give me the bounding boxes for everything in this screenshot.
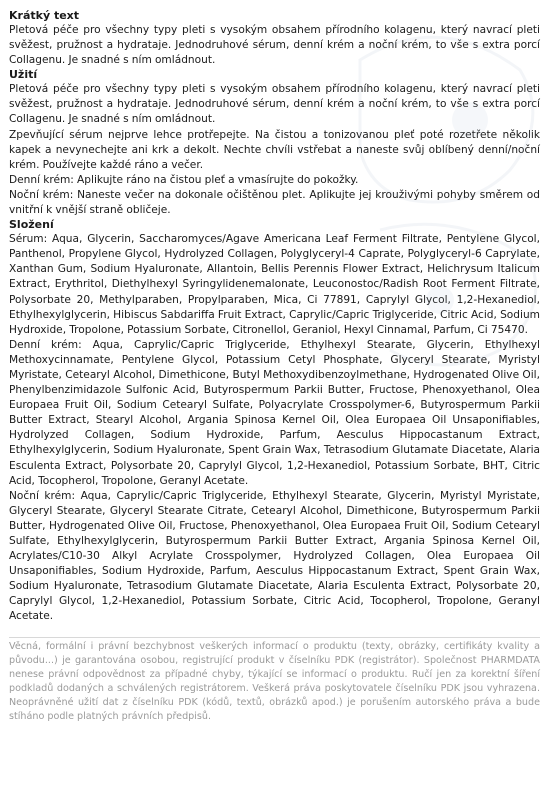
disclaimer-footer — [9, 637, 540, 724]
usage-paragraph: Pletová péče pro všechny typy pleti s vysokým obsahem přírodního kolagenu, který navrací pleti svěžest, pružnost a hydrataje. Jednodruhové sérum, denní krém a noční krém, to vše s extra porcí Collagenu. Je snadné s ním omládnout. — [9, 83, 540, 126]
short-text-section — [9, 9, 540, 68]
composition-paragraph-day-cream: Denní krém: Aqua, Caprylic/Capric Triglyceride, Ethylhexyl Stearate, Glycerin, Ethylhexyl Methoxycinnamate, Pentylene Glycol, Potassium Cetyl Phosphate, Glyceryl Stearate, Myristyl Myristate, Cetearyl Alcohol, Dimethicone, Butyl Methoxydibenzoylmethane, Hydrogenated Olive Oil, Phenylbenzimidazole Sulfonic Acid, Butyrospermum Parkii Butter, Fructose, Phenoxyethanol, Olea Europaea Fruit Oil, Sodium Cetearyl Sulfate, Polyacrylate Crosspolymer-6, Butyrospermum Parkii Butter Extract, Stearyl Alcohol, Argania Spinosa Kernel Oil, Olea Europaea Oil Unsaponifiables, Hydrolyzed Collagen, Sodium Hydroxide, Parfum, Aesculus Hippocastanum Extract, Ethylhexylglycerin, Sodium Hyaluronate, Spent Grain Wax, Tetrasodium Glutamate Diacetate, Alaria Esculenta Extract, Polysorbate 20, Caprylyl Glycol, 1,2-Hexanediol, Potassium Sorbate, BHT, Citric Acid, Tocopherol, Tropolone, Geranyl Acetate. — [9, 338, 540, 487]
composition-section — [9, 218, 540, 624]
disclaimer-text: Věcná, formální i právní bezchybnost veškerých informací o produktu (texty, obrázky, certifikáty kvality a původu...) je garantována osobou, registrující produkt v číselníku PDK (registrátor). Společnost PHARMDATA nenese právní odpovědnost za případné chyby, týkající se informací o produktu. Ručí jen za korektní šíření podkladů dodaných a schválených registrátorem. Veškerá práva poskytovatele číselníku PDK jsou vyhrazena. Neoprávněné užití dat z číselníku PDK (kódů, textů, obrázků apod.) je porušením autorského práva a bude stíháno podle platných právních předpisů. — [9, 640, 540, 722]
short-text-paragraph: Pletová péče pro všechny typy pleti s vysokým obsahem přírodního kolagenu, který navrací pleti svěžest, pružnost a hydrataje. Jednodruhové sérum, denní krém a noční krém, to vše s extra porcí Collagenu. Je snadné s ním omládnout. — [9, 24, 540, 67]
composition-paragraph-serum: Sérum: Aqua, Glycerin, Saccharomyces/Agave Americana Leaf Ferment Filtrate, Pentylene Glycol, Panthenol, Propylene Glycol, Hydrolyzed Collagen, Polyglyceryl-4 Caprate, Polyglyceryl-6 Caprylate, Xanthan Gum, Sodium Hyaluronate, Allantoin, Bellis Perennis Flower Extract, Helichrysum Italicum Extract, Erythritol, Diethylhexyl Syringylidenemalonate, Leuconostoc/Radish Root Ferment Filtrate, Polysorbate 20, Methylparaben, Propylparaben, Mica, Ci 77891, Caprylyl Glycol, 1,2-Hexanediol, Ethylhexylglycerin, Hibiscus Sabdariffa Fruit Extract, Caprylic/Capric Triglyceride, Citric Acid, Sodium Hydroxide, Tropolone, Potassium Sorbate, Citronellol, Geraniol, Hexyl Cinnamal, Parfum, Ci 75470. — [9, 233, 540, 336]
usage-section — [9, 68, 540, 218]
section-title-short: Krátký text — [9, 9, 80, 22]
usage-paragraph: Zpevňující sérum nejprve lehce protřepejte. Na čistou a tonizovanou pleť poté rozetřete několik kapek a nevynechejte ani krk a dekolt. Nechte chvíli vstřebat a naneste svůj oblíbený denní/noční krém. Používejte každé ráno a večer. — [9, 128, 540, 171]
section-title-composition: Složení — [9, 218, 54, 232]
composition-paragraph-night-cream: Noční krém: Aqua, Caprylic/Capric Triglyceride, Ethylhexyl Stearate, Glycerin, Myristyl Myristate, Glyceryl Stearate, Glyceryl Stearate Citrate, Cetearyl Alcohol, Dimethicone, Butyrospermum Parkii Butter, Hydrogenated Olive Oil, Fructose, Phenoxyethanol, Olea Europaea Fruit Oil, Sodium Cetearyl Sulfate, Ethylhexylglycerin, Butyrospermum Parkii Butter Extract, Argania Spinosa Kernel Oil, Acrylates/C10-30 Alkyl Acrylate Crosspolymer, Hydrolyzed Collagen, Olea Europaea Oil Unsaponifiables, Sodium Hydroxide, Parfum, Aesculus Hippocastanum Extract, Spent Grain Wax, Sodium Hyaluronate, Tetrasodium Glutamate Diacetate, Alaria Esculenta Extract, Polysorbate 20, Caprylyl Glycol, 1,2-Hexanediol, Potassium Sorbate, Citric Acid, Tocopherol, Tropolone, Geranyl Acetate. — [9, 489, 540, 623]
usage-paragraph: Noční krém: Naneste večer na dokonale očištěnou plet. Aplikujte jej krouživými pohyby směrem od vnitřní k vnější straně obličeje. — [9, 188, 540, 217]
usage-paragraph: Denní krém: Aplikujte ráno na čistou pleť a vmasírujte do pokožky. — [9, 173, 359, 186]
section-title-usage: Užití — [9, 68, 38, 82]
